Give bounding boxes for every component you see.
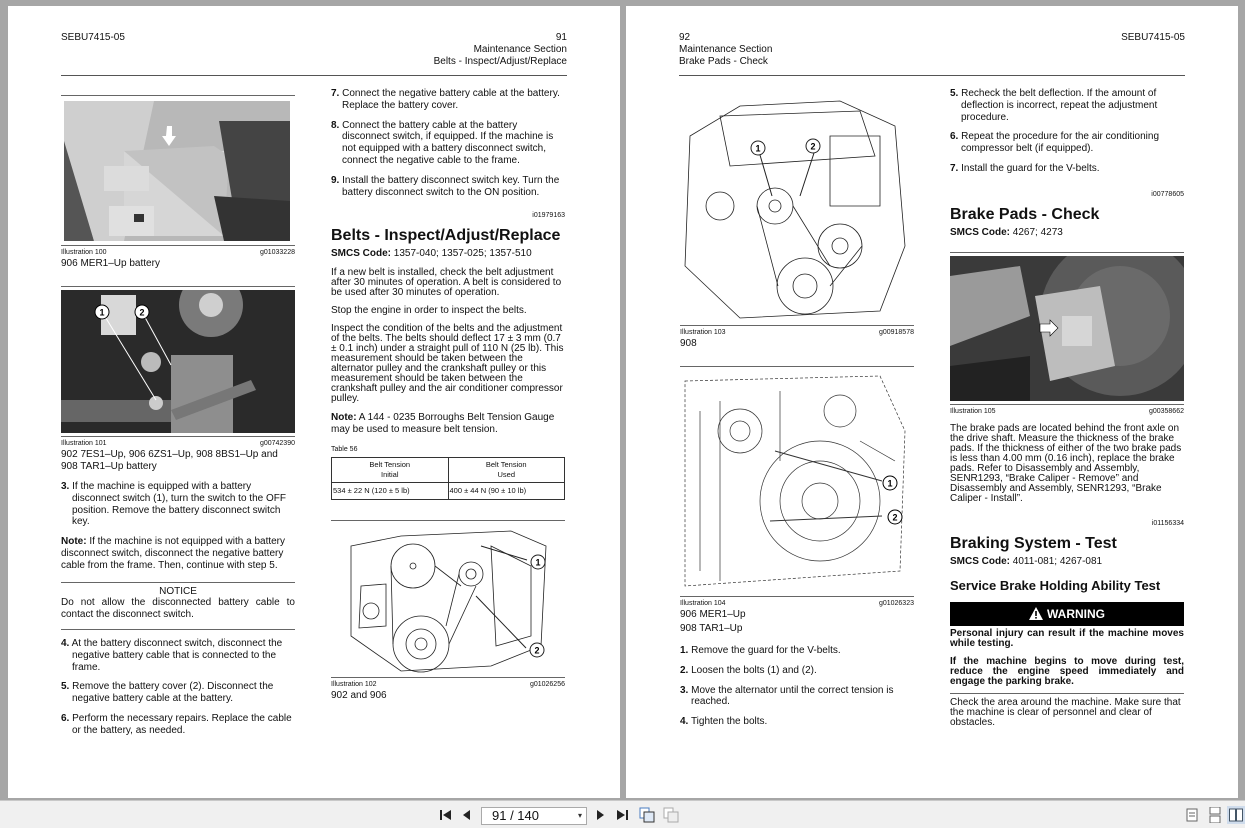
table-header: Belt Tension Initial	[332, 458, 449, 483]
two-page-view-button[interactable]	[1227, 806, 1245, 824]
doc-id: i00778605	[1151, 190, 1184, 198]
doc-number: SEBU7415-05	[61, 32, 125, 43]
note-battery-switch: Note: If the machine is not equipped with a battery disconnect switch, disconnect the negative battery cable from the frame. Then, continue with step 5.	[61, 536, 286, 571]
step-1: 1. Remove the guard for the V-belts.	[680, 645, 841, 656]
smcs-code: SMCS Code: 4011-081; 4267-081	[950, 556, 1103, 568]
illustration-104-title-1: 906 MER1–Up	[680, 609, 746, 620]
step-6: 6. Perform the necessary repairs. Replace the cable or the battery, as needed.	[61, 712, 292, 736]
continuous-page-icon	[1209, 807, 1221, 823]
page-number-select[interactable]: 91 / 140 ▾	[481, 807, 587, 825]
doc-id: i01156334	[1151, 520, 1184, 528]
illustration-102-caption: Illustration 102 g01026256	[331, 677, 565, 689]
table-label: Table 56	[331, 445, 358, 453]
illustration-102-drawing	[331, 526, 565, 674]
notice-text: Do not allow the disconnected battery cable to contact the disconnect switch.	[61, 597, 295, 621]
warning-text-2: If the machine begins to move during test, reduce the engine speed immediately and engage the parking brake.	[950, 657, 1184, 694]
step-5: 5. Recheck the belt deflection. If the amount of deflection is incorrect, repeat the adjustment procedure.	[950, 88, 1158, 123]
belts-note: Note: A 144 - 0235 Borroughs Belt Tension Gauge may be used to measure belt tension.	[331, 411, 555, 435]
illustration-105-caption: Illustration 105 g00358662	[950, 404, 1184, 416]
illustration-102-title: 902 and 906	[331, 690, 387, 702]
previous-page-button[interactable]	[458, 806, 476, 824]
illustration-101-photo	[61, 290, 295, 433]
smcs-code: SMCS Code: 4267; 4273	[950, 226, 1063, 238]
illustration-100-photo	[64, 101, 290, 241]
doc-id: i01979163	[532, 212, 565, 220]
illustration-103-caption: Illustration 103 g00918578	[680, 325, 914, 337]
left-column	[61, 88, 295, 737]
illustration-103-title: 908	[680, 338, 697, 349]
callout-1: 1	[535, 557, 541, 568]
illustration-105-photo	[950, 256, 1184, 401]
smcs-code: SMCS Code: 1357-040; 1357-025; 1357-510	[331, 248, 532, 260]
first-page-icon	[439, 809, 453, 821]
table-header: Belt Tension Used	[448, 458, 565, 483]
illustration-100-caption: Illustration 100 g01033228	[61, 245, 295, 257]
next-page-icon	[595, 809, 605, 821]
step-3: 3. If the machine is equipped with a battery disconnect switch (1), turn the switch to the OFF position. Remove the battery disconnect switch key.	[61, 481, 286, 528]
right-column	[950, 88, 1184, 728]
step-8: 8. Connect the battery cable at the battery disconnect switch, if equipped. If the machine is not equipped with a battery disconnect switch, connect the negative cable to the frame.	[331, 119, 554, 166]
fit-width-button[interactable]	[662, 806, 680, 824]
last-page-icon	[615, 809, 629, 821]
previous-page-icon	[462, 809, 472, 821]
fit-width-icon	[663, 807, 679, 823]
page-number: 91	[555, 32, 567, 43]
belts-heading: Belts - Inspect/Adjust/Replace	[331, 227, 561, 245]
callout-2: 2	[534, 645, 540, 656]
illustration-101-caption: Illustration 101 g00742390	[61, 436, 295, 448]
braking-system-heading: Braking System - Test	[950, 535, 1117, 553]
callout-1: 1	[99, 307, 105, 318]
callout-2: 2	[810, 141, 816, 152]
continuous-view-button[interactable]	[1206, 806, 1224, 824]
left-column	[680, 88, 914, 728]
step-9: 9. Install the battery disconnect switch key. Turn the battery disconnect switch to the ON position.	[331, 174, 560, 198]
topic-name: Belts - Inspect/Adjust/Replace	[433, 56, 567, 67]
callout-1: 1	[755, 143, 761, 154]
step-4: 4. Tighten the bolts.	[680, 716, 768, 728]
service-brake-heading: Service Brake Holding Ability Test	[950, 577, 1161, 593]
illustration-100-title: 906 MER1–Up battery	[61, 258, 160, 269]
page-header	[679, 32, 1185, 76]
next-page-button[interactable]	[591, 806, 609, 824]
warning-triangle-icon	[1029, 607, 1043, 620]
callout-1: 1	[887, 478, 893, 489]
callout-2: 2	[139, 307, 145, 318]
warning-text-1: Personal injury can result if the machine moves while testing.	[950, 627, 1184, 649]
step-3: 3. Move the alternator until the correct tension is reached.	[680, 684, 894, 708]
check-area-paragraph: Check the area around the machine. Make sure that the machine is clear of personnel and clear of obstacles.	[950, 696, 1181, 728]
fit-page-button[interactable]	[638, 806, 656, 824]
warning-banner: WARNING	[950, 602, 1184, 626]
single-page-view-button[interactable]	[1183, 806, 1201, 824]
fit-page-icon	[639, 807, 655, 823]
page-91	[8, 6, 620, 798]
page-header	[61, 32, 567, 76]
doc-number: SEBU7415-05	[1121, 32, 1185, 43]
illustration-104-title-2: 908 TAR1–Up	[680, 623, 743, 634]
illustration-104-caption: Illustration 104 g01026323	[680, 596, 914, 608]
illustration-103-drawing	[680, 96, 914, 322]
topic-name: Brake Pads - Check	[679, 56, 768, 67]
step-5: 5. Remove the battery cover (2). Disconnect the negative battery cable at the battery.	[61, 681, 274, 705]
notice-box	[61, 582, 295, 630]
two-page-icon	[1229, 808, 1243, 822]
belts-paragraph-1: If a new belt is installed, check the belt adjustment after 30 minutes of operation. A belt is considered to be used after 30 minutes of operation.	[331, 266, 562, 298]
step-6: 6. Repeat the procedure for the air conditioning compressor belt (if equipped).	[950, 131, 1160, 155]
page-number: 92	[679, 32, 691, 43]
first-page-button[interactable]	[437, 806, 455, 824]
belts-paragraph-3: Inspect the condition of the belts and the adjustment of the belts. The belts should deflect 17 ± 3 mm (0.7 ± 0.1 inch) under a straight pull of 110 N (25 lb). This measurement should be taken between the alternator pulley and the crankshaft pulley or this measurement should be taken between the crankshaft pulley and the air conditioner compressor pulley.	[331, 322, 564, 404]
right-column	[331, 88, 565, 702]
chevron-down-icon: ▾	[577, 811, 582, 820]
illustration-104-drawing	[680, 371, 914, 593]
section-name: Maintenance Section	[679, 44, 773, 55]
brake-pads-paragraph: The brake pads are located behind the front axle on the drive shaft. Measure the thickness of the brake pads. If the thickness of either of the two brake pads is less than 4.00 mm (0.16 inch), replace the brake pads. Refer to Disassembly and Assembly, SENR1293, “Brake Caliper - Remove” and Disassembly and Assembly, SENR1293, “Brake Caliper - Install”.	[950, 423, 1182, 505]
table-row: 534 ± 22 N (120 ± 5 lb) 400 ± 44 N (90 ± 10 lb)	[332, 483, 565, 500]
step-4: 4. At the battery disconnect switch, disconnect the negative battery cable that is connected to the frame.	[61, 637, 283, 673]
brake-pads-heading: Brake Pads - Check	[950, 205, 1100, 223]
step-7: 7. Install the guard for the V-belts.	[950, 162, 1100, 174]
viewer-toolbar	[0, 800, 1245, 828]
step-7: 7. Connect the negative battery cable at the battery. Replace the battery cover.	[331, 88, 560, 111]
last-page-button[interactable]	[613, 806, 631, 824]
single-page-icon	[1186, 808, 1198, 822]
notice-title: NOTICE	[159, 585, 197, 597]
page-92	[626, 6, 1238, 798]
callout-2: 2	[892, 512, 898, 523]
section-name: Maintenance Section	[473, 44, 567, 55]
belts-paragraph-2: Stop the engine in order to inspect the belts.	[331, 304, 527, 316]
illustration-101-title: 902 7ES1–Up, 906 6ZS1–Up, 908 8BS1–Up and 908 TAR1–Up battery	[61, 449, 278, 472]
step-2: 2. Loosen the bolts (1) and (2).	[680, 664, 817, 676]
belt-tension-table	[331, 457, 565, 500]
